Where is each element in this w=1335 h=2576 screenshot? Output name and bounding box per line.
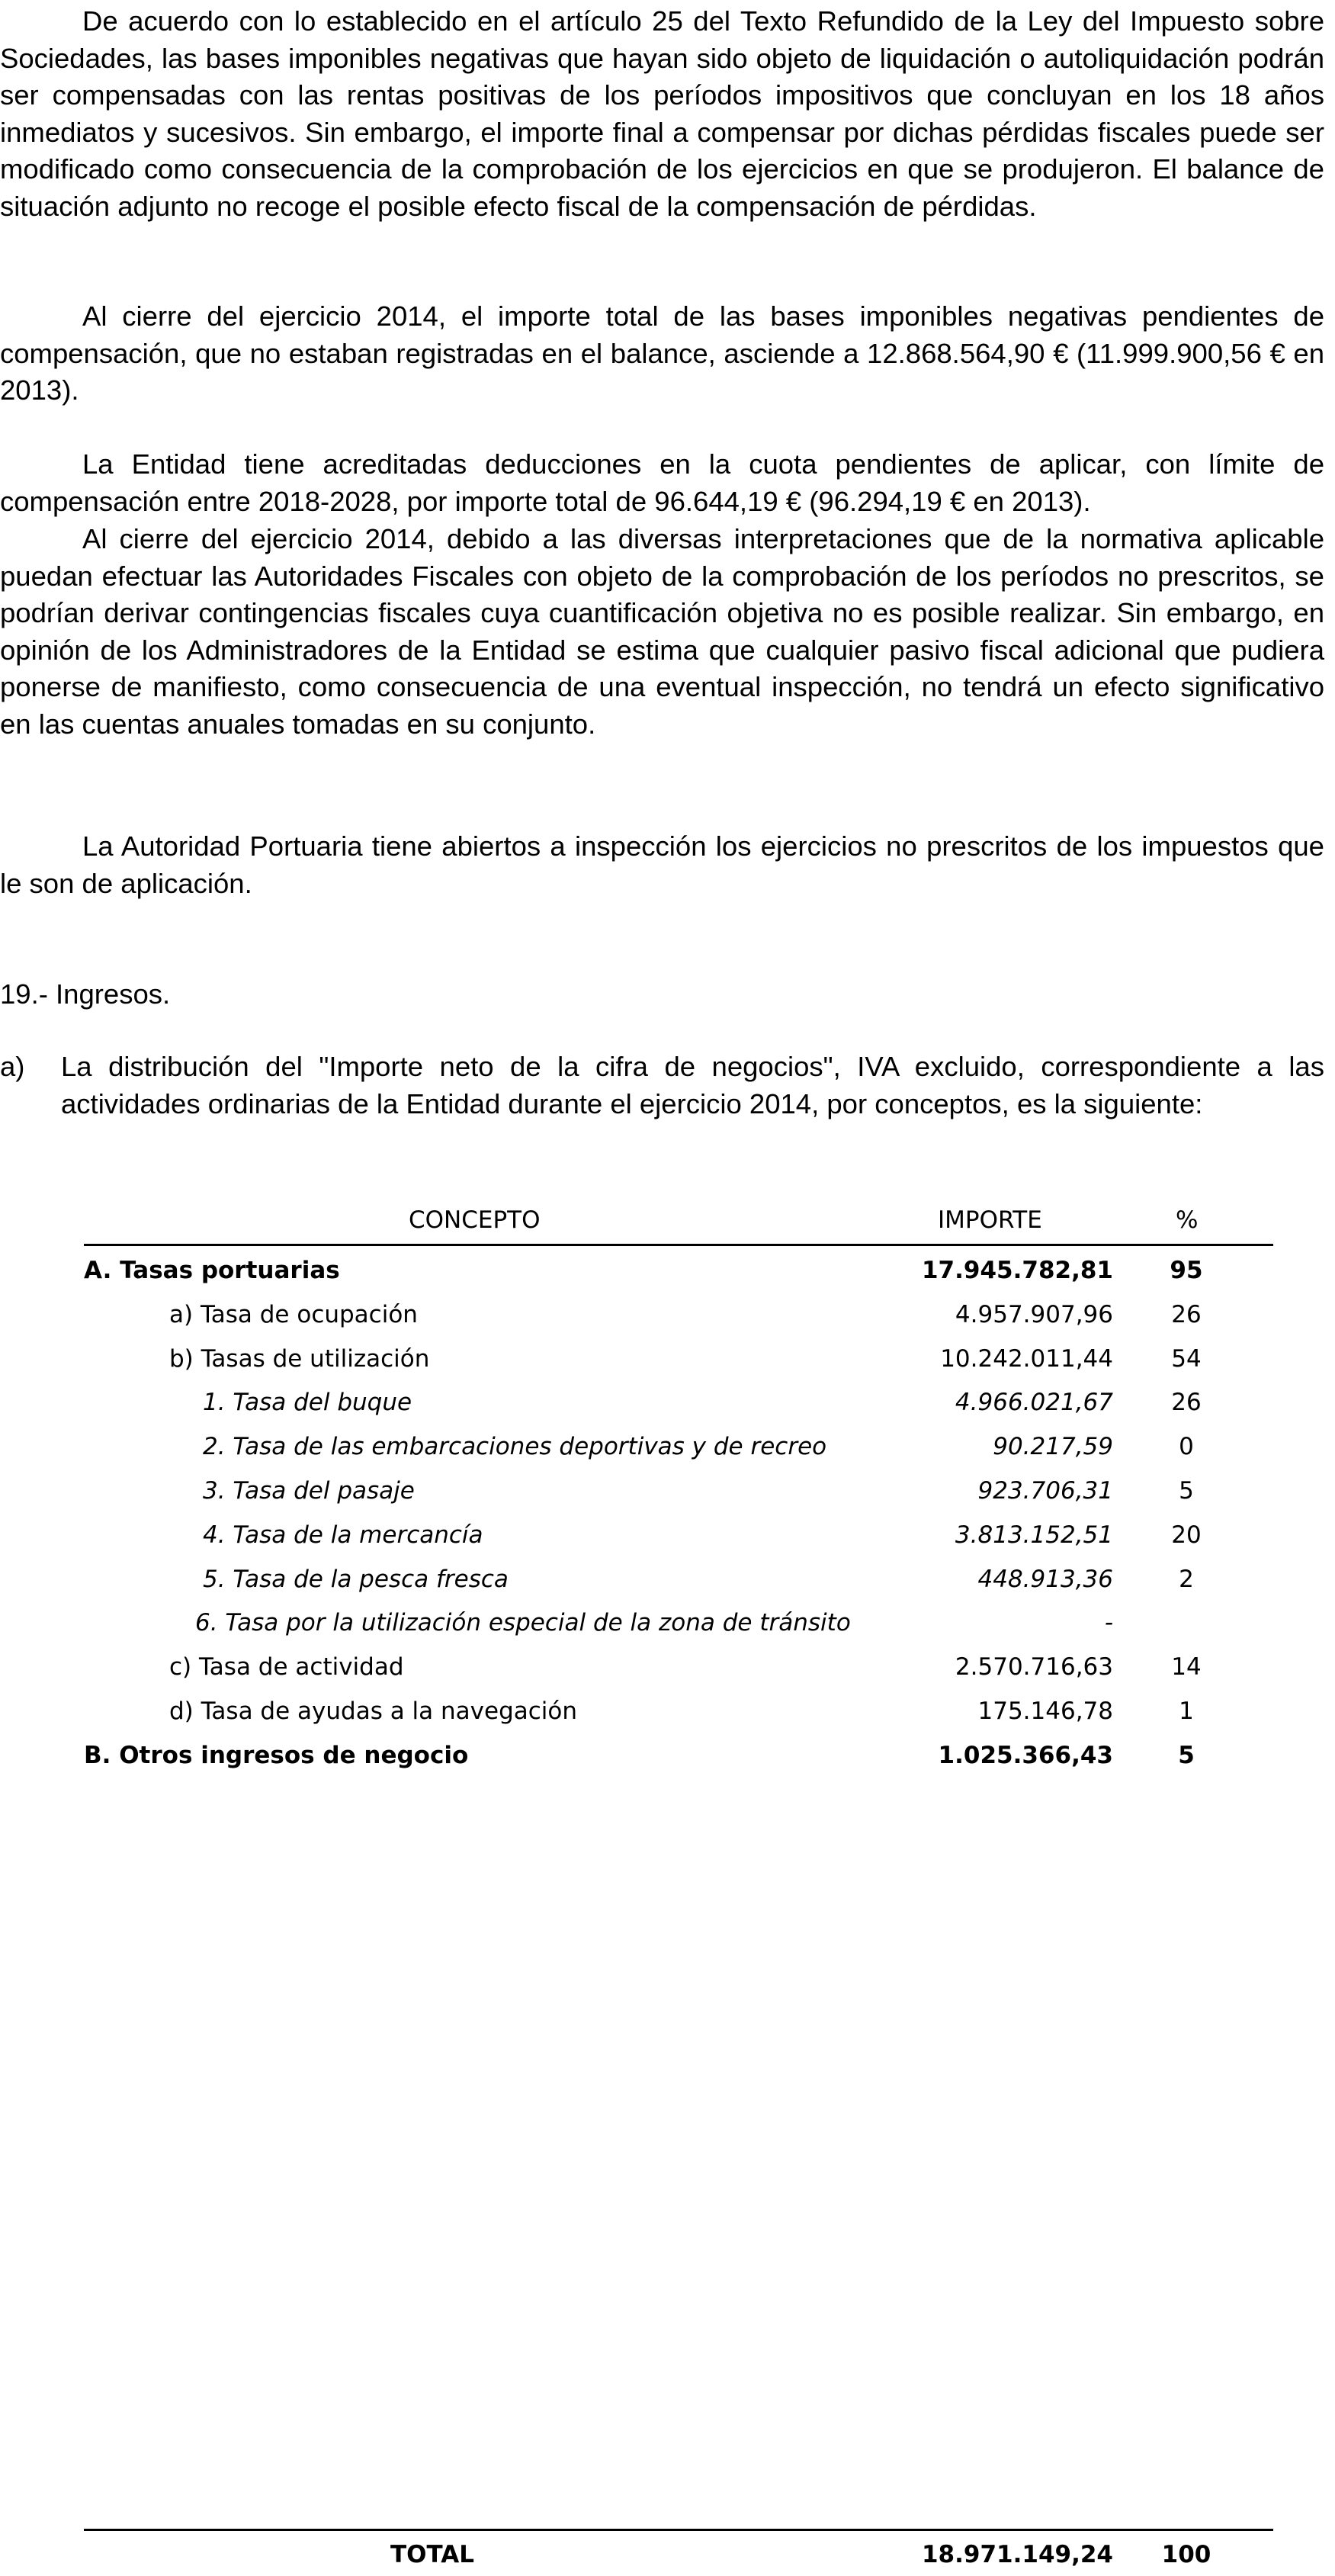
list-item-text: La distribución del "Importe neto de la cifra de negocios", IVA excluido, correspondiente a las actividades ordinarias de la Entidad durante el ejercicio 2014, por conceptos, es la siguiente: <box>61 1051 1324 1119</box>
table-row <box>84 1644 1273 1688</box>
cell-concepto: B. Otros ingresos de negocio <box>84 1741 469 1769</box>
cell-importe: 2.570.716,63 <box>955 1653 1113 1681</box>
table-row <box>84 1292 1273 1336</box>
header-importe: IMPORTE <box>938 1206 1042 1234</box>
cell-pct: 5 <box>1179 1477 1194 1505</box>
cell-importe: 4.966.021,67 <box>955 1389 1113 1417</box>
cell-importe: 1.025.366,43 <box>938 1741 1113 1769</box>
paragraph-inspection: La Autoridad Portuaria tiene abiertos a inspección los ejercicios no prescritos de los impuestos que le son de aplicación. <box>0 830 1324 899</box>
cell-pct: 5 <box>1178 1741 1195 1769</box>
paragraph-tax-losses: De acuerdo con lo establecido en el artículo 25 del Texto Refundido de la Ley del Impuesto sobre Sociedades, las bases imponibles negativas que hayan sido objeto de liquidación o autoliquidación podrán ser compensadas con las rentas positivas de los períodos impositivos que concluyan en los 18 años inmediatos y sucesivos. Sin embargo, el importe final a compensar por dichas pérdidas fiscales puede ser modificado como consecuencia de la comprobación de los ejercicios en que se produjeron. El balance de situación adjunto no recoge el posible efecto fiscal de la compensación de pérdidas. <box>0 5 1324 222</box>
cell-importe: 448.913,36 <box>977 1565 1113 1593</box>
cell-importe: 3.813.152,51 <box>955 1521 1113 1549</box>
cell-pct: 100 <box>1161 2541 1211 2568</box>
cell-pct: 2 <box>1179 1565 1194 1593</box>
cell-concepto: b) Tasas de utilización <box>169 1344 430 1373</box>
cell-concepto: 2. Tasa de las embarcaciones deportivas y de recreo <box>203 1433 827 1461</box>
total-rule <box>84 2529 1273 2531</box>
table-row <box>84 1336 1273 1380</box>
cell-importe: 175.146,78 <box>977 1698 1113 1725</box>
table-row <box>84 1468 1273 1512</box>
paragraph-deductions: La Entidad tiene acreditadas deducciones en la cuota pendientes de aplicar, con límite de compensación entre 2018-2028, por importe total de 96.644,19 € (96.294,19 € en 2013). <box>0 448 1324 517</box>
cell-concepto: 1. Tasa del buque <box>203 1389 412 1417</box>
list-marker: a) <box>0 1051 25 1082</box>
table-header <box>84 1196 1273 1241</box>
cell-concepto: 6. Tasa por la utilización especial de la zona de tránsito <box>195 1609 851 1637</box>
cell-concepto: A. Tasas portuarias <box>84 1257 340 1284</box>
cell-pct: 26 <box>1171 1389 1202 1417</box>
cell-pct: 54 <box>1171 1344 1202 1373</box>
header-pct: % <box>1176 1206 1199 1234</box>
table-row <box>84 1424 1273 1468</box>
cell-pct: 26 <box>1171 1300 1202 1328</box>
cell-importe: 4.957.907,96 <box>955 1300 1113 1328</box>
cell-pct: 0 <box>1179 1433 1194 1461</box>
cell-concepto: 5. Tasa de la pesca fresca <box>203 1565 509 1593</box>
table-row <box>84 1600 1273 1644</box>
cell-concepto: d) Tasa de ayudas a la navegación <box>169 1698 578 1725</box>
paragraph-negative-bases: Al cierre del ejercicio 2014, el importe total de las bases imponibles negativas pendientes de compensación, que no estaban registradas en el balance, asciende a 12.868.564,90 € (11.999.900,56 € en 2013). <box>0 300 1324 406</box>
header-rule <box>84 1244 1273 1246</box>
table-row <box>84 1556 1273 1601</box>
cell-pct: 20 <box>1171 1521 1202 1549</box>
cell-pct: 95 <box>1170 1257 1203 1284</box>
table-row <box>84 1733 1273 1777</box>
cell-concepto: 4. Tasa de la mercancía <box>203 1521 483 1549</box>
table-row <box>84 1688 1273 1733</box>
cell-importe: 923.706,31 <box>977 1477 1113 1505</box>
table-row <box>84 1512 1273 1556</box>
section-heading: 19.- Ingresos. <box>0 978 171 1010</box>
cell-pct: 1 <box>1179 1698 1194 1725</box>
cell-importe: 18.971.149,24 <box>921 2541 1113 2568</box>
cell-pct: 14 <box>1171 1653 1202 1681</box>
table-row <box>84 1380 1273 1424</box>
cell-concepto: 3. Tasa del pasaje <box>203 1477 415 1505</box>
header-concepto: CONCEPTO <box>409 1206 541 1234</box>
cell-concepto: TOTAL <box>390 2541 474 2568</box>
cell-concepto: a) Tasa de ocupación <box>169 1300 418 1328</box>
cell-importe: - <box>1104 1609 1113 1637</box>
cell-importe: 10.242.011,44 <box>940 1344 1113 1373</box>
cell-concepto: c) Tasa de actividad <box>169 1653 404 1681</box>
table-row <box>84 1248 1273 1292</box>
paragraph-contingencies: Al cierre del ejercicio 2014, debido a las diversas interpretaciones que de la normativa aplicable puedan efectuar las Autoridades Fiscales con objeto de la comprobación de los períodos no prescritos, se podrían derivar contingencias fiscales cuya cuantificación objetiva no es posible realizar. Sin embargo, en opinión de los Administradores de la Entidad se estima que cualquier pasivo fiscal adicional que pudiera ponerse de manifiesto, como consecuencia de una eventual inspección, no tendrá un efecto significativo en las cuentas anuales tomadas en su conjunto. <box>0 523 1324 740</box>
cell-importe: 90.217,59 <box>993 1433 1113 1461</box>
cell-importe: 17.945.782,81 <box>921 1257 1113 1284</box>
table-row <box>84 2532 1273 2576</box>
